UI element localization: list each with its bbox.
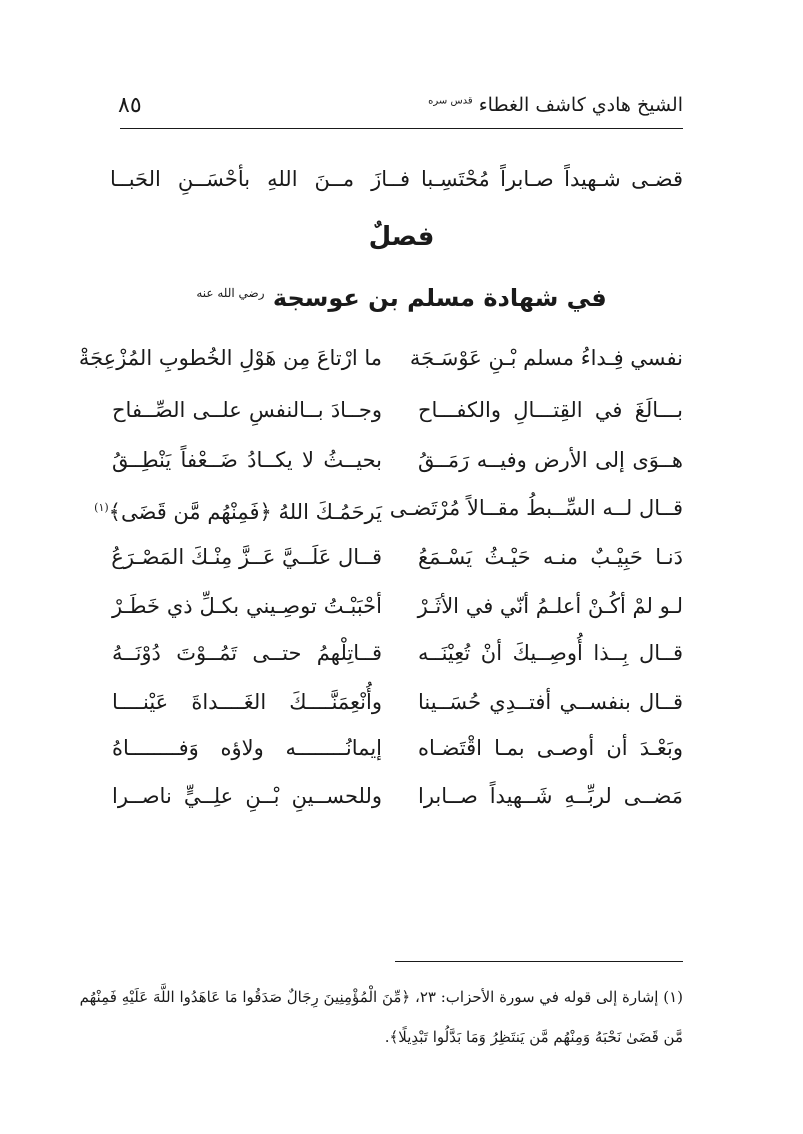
verse-first-hemistich: بـــالَغَ في القِتـــالِ والكفـــاح [418, 398, 683, 422]
section-subheading [0, 284, 803, 312]
header-author-name: الشيخ هادي كاشف الغطاء [478, 94, 683, 116]
verse-first-hemistich: دَنـا حَبِيْـبٌ منـه حَيْـثُ يَسْـمَعُ [418, 545, 683, 569]
verse-second-hemistich: قــال عَلَــيَّ عَــزَّ مِنْـكَ المَصْـرَعُ [111, 545, 382, 569]
verse-second-hemistich: أحْبَبْـتُ توصِـيني بكـلِّ ذي خَطَـرْ [112, 594, 382, 618]
verse-second-hemistich [94, 491, 382, 525]
verse-second-hemistich: بحيــثُ لا يكــادُ ضَــعْفاً يَنْطِــقُ [112, 448, 382, 472]
verse-second-hemistich: وأُنْعِمَنَّــــكَ الغَــــداةَ عَيْنــــا [112, 690, 382, 714]
header-honorific: قدس سره [428, 95, 473, 107]
verse-first-hemistich: قــال لــه السِّــبطُ مقــالاً مُرْتَضـى [389, 496, 683, 520]
footnote-marker[interactable]: (١) [94, 501, 109, 514]
verse-second-hemistich: إيمانُــــــــه ولاؤه وَفــــــــاهُ [112, 736, 382, 760]
page-number: ٨٥ [118, 93, 142, 118]
verse-second-hemistich: فــازَ مــنَ اللهِ بأحْسَــنِ الحَبــا [110, 167, 410, 191]
footnote-text-continued: مَّن قَضَىٰ نَحْبَهُ وَمِنْهُم مَّن يَنتَظِرُ وَمَا بَدَّلُوا تَبْدِيلًا﴾. [384, 1028, 683, 1046]
section-subheading-text: في شهادة مسلم بن عوسجة [272, 284, 607, 312]
section-heading: فصلٌ [368, 222, 435, 252]
footnote-text: (١) إشارة إلى قوله في سورة الأحزاب: ٢٣، ﴿مِّنَ الْمُؤْمِنِينَ رِجَالٌ صَدَقُوا مَا عَاهَدُوا اللَّهَ عَلَيْهِ فَمِنْهُم [79, 988, 683, 1006]
verse-text-with-quran-quote: يَرحَمُـكَ اللهُ ﴿فَمِنْهُم مَّن قَضَى﴾ [108, 500, 382, 524]
verse-second-hemistich: قــاتِلْهمُ حتــى تَمُــوْتَ دُوْنَــهُ [112, 641, 382, 665]
verse-second-hemistich: ما ارْتاعَ مِن هَوْلِ الخُطوبِ المُزْعِجَةْ [78, 346, 382, 370]
verse-second-hemistich: وجــادَ بــالنفسِ علــى الصِّــفاح [112, 398, 382, 422]
verse-first-hemistich: هــوَى إلى الأرض وفيــه رَمَــقُ [418, 448, 683, 472]
verse-first-hemistich: مَضــى لربِّــهِ شَــهيداً صــابرا [418, 784, 683, 808]
verse-first-hemistich: لـو لمْ أكُـنْ أعلـمُ أنّي في الأثَـرْ [417, 594, 683, 618]
footnote-divider [395, 961, 683, 962]
verse-first-hemistich: قضـى شـهيداً صـابراً مُحْتَسِـبا [421, 167, 683, 191]
verse-first-hemistich: قــال بِــذا أُوصِــيكَ أنْ تُعِيْنَــه [418, 641, 683, 665]
verse-first-hemistich: وبَعْـدَ أن أوصـى بمـا اقْتَضـاه [418, 736, 683, 760]
verse-first-hemistich: قــال بنفســي أفتــدِي حُسَــينا [418, 690, 683, 714]
verse-first-hemistich: نفسي فِـداءُ مسلم بْـنِ عَوْسَـجَة [409, 346, 683, 370]
header-divider [120, 128, 683, 129]
running-header-title [428, 94, 683, 116]
subheading-honorific: رضي الله عنه [196, 286, 265, 300]
verse-second-hemistich: وللحســينِ بْــنِ علِــيٍّ ناصــرا [112, 784, 382, 808]
